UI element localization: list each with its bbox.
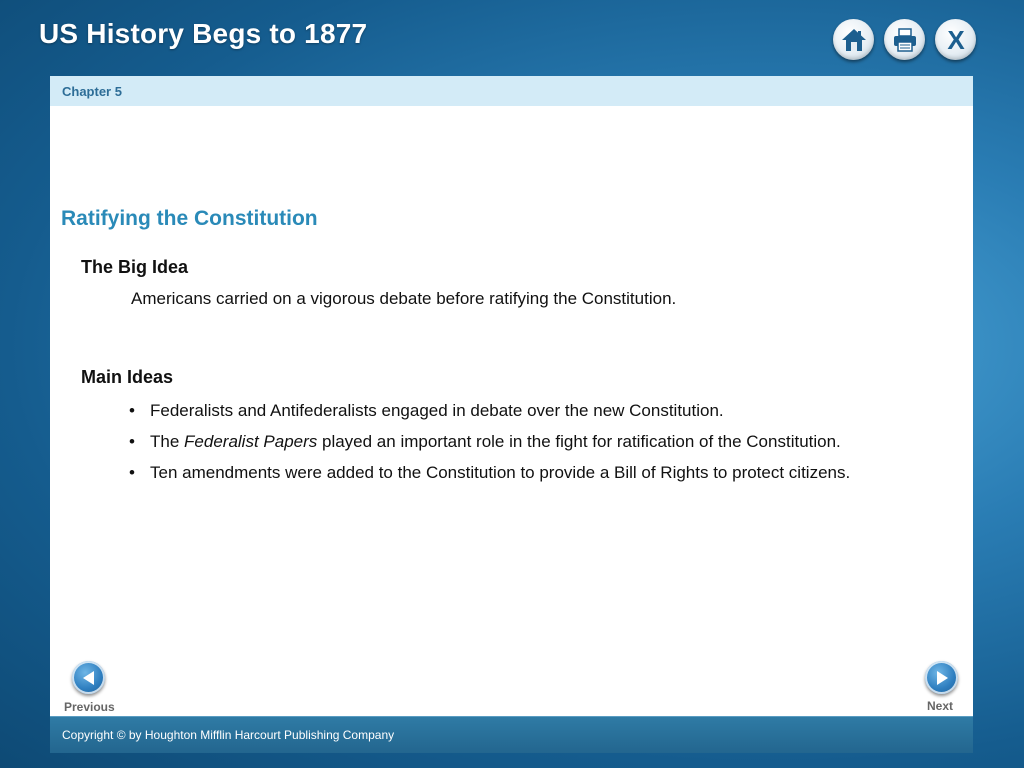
section-title: Ratifying the Constitution <box>61 207 318 230</box>
close-icon <box>943 28 969 52</box>
chapter-label: Chapter 5 <box>62 83 122 99</box>
home-button[interactable] <box>833 19 874 60</box>
toolbar <box>833 19 976 60</box>
previous-button[interactable] <box>72 661 105 694</box>
next-button[interactable] <box>925 661 958 694</box>
slide-panel <box>50 76 973 753</box>
arrow-right-icon <box>934 670 950 686</box>
arrow-left-icon <box>81 670 97 686</box>
home-icon <box>841 28 867 52</box>
footer-bar <box>50 716 973 753</box>
next-label[interactable]: Next <box>927 699 954 713</box>
federalist-papers-title: Federalist Papers <box>184 432 318 451</box>
print-button[interactable] <box>884 19 925 60</box>
close-button[interactable] <box>935 19 976 60</box>
app-title: US History Begs to 1877 <box>39 18 368 49</box>
main-ideas-list <box>150 398 910 491</box>
copyright-text: Copyright © by Houghton Mifflin Harcourt Publishing Company <box>62 728 395 742</box>
main-idea-item: • Federalists and Antifederalists engaged in debate over the new Constitution. <box>150 398 910 424</box>
chapter-bar <box>50 76 973 106</box>
main-ideas-heading: Main Ideas <box>81 367 174 387</box>
printer-icon <box>892 28 918 52</box>
big-idea-text: Americans carried on a vigorous debate before ratifying the Constitution. <box>131 289 677 308</box>
big-idea-heading: The Big Idea <box>81 257 189 277</box>
previous-label[interactable]: Previous <box>64 700 115 714</box>
main-idea-item: • The Federalist Papers played an important role in the fight for ratification of the Constitution. <box>150 429 910 455</box>
main-idea-item: • Ten amendments were added to the Constitution to provide a Bill of Rights to protect citizens. <box>150 460 910 486</box>
svg-text:X: X <box>946 27 965 52</box>
